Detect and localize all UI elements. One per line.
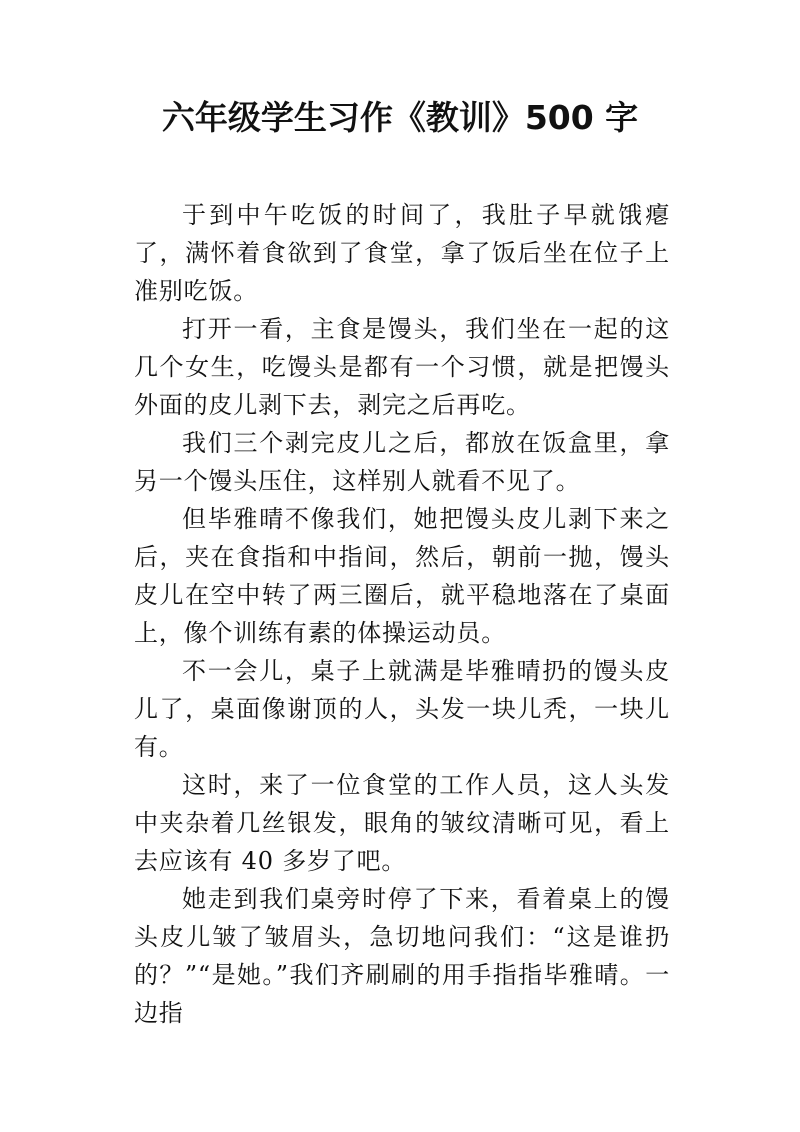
document-body [134, 196, 670, 1032]
paragraph-1: 于到中午吃饭的时间了，我肚子早就饿瘪了，满怀着食欲到了食堂，拿了饭后坐在位子上准别吃饭。 [134, 201, 670, 305]
document-title: 六年级学生习作《教训》500 字 [161, 98, 639, 137]
paragraph-3: 我们三个剥完皮儿之后，都放在饭盒里，拿另一个馒头压住，这样别人就看不见了。 [134, 429, 670, 495]
paragraph-5: 不一会儿，桌子上就满是毕雅晴扔的馒头皮儿了，桌面像谢顶的人，头发一块儿秃，一块儿有。 [134, 657, 670, 761]
paragraph-4: 但毕雅晴不像我们，她把馒头皮儿剥下来之后，夹在食指和中指间，然后，朝前一抛，馒头皮儿在空中转了两三圈后，就平稳地落在了桌面上，像个训练有素的体操运动员。 [134, 505, 670, 647]
paragraph-6: 这时，来了一位食堂的工作人员，这人头发中夹杂着几丝银发，眼角的皱纹清晰可见，看上去应该有 40 多岁了吧。 [134, 771, 670, 875]
paragraph-7: 她走到我们桌旁时停了下来，看着桌上的馒头皮儿皱了皱眉头，急切地问我们：“这是谁扔的？”“是她。”我们齐刷刷的用手指指毕雅晴。一边指 [134, 885, 670, 1027]
paragraph-2: 打开一看，主食是馒头，我们坐在一起的这几个女生，吃馒头是都有一个习惯，就是把馒头外面的皮儿剥下去，剥完之后再吃。 [134, 315, 670, 419]
